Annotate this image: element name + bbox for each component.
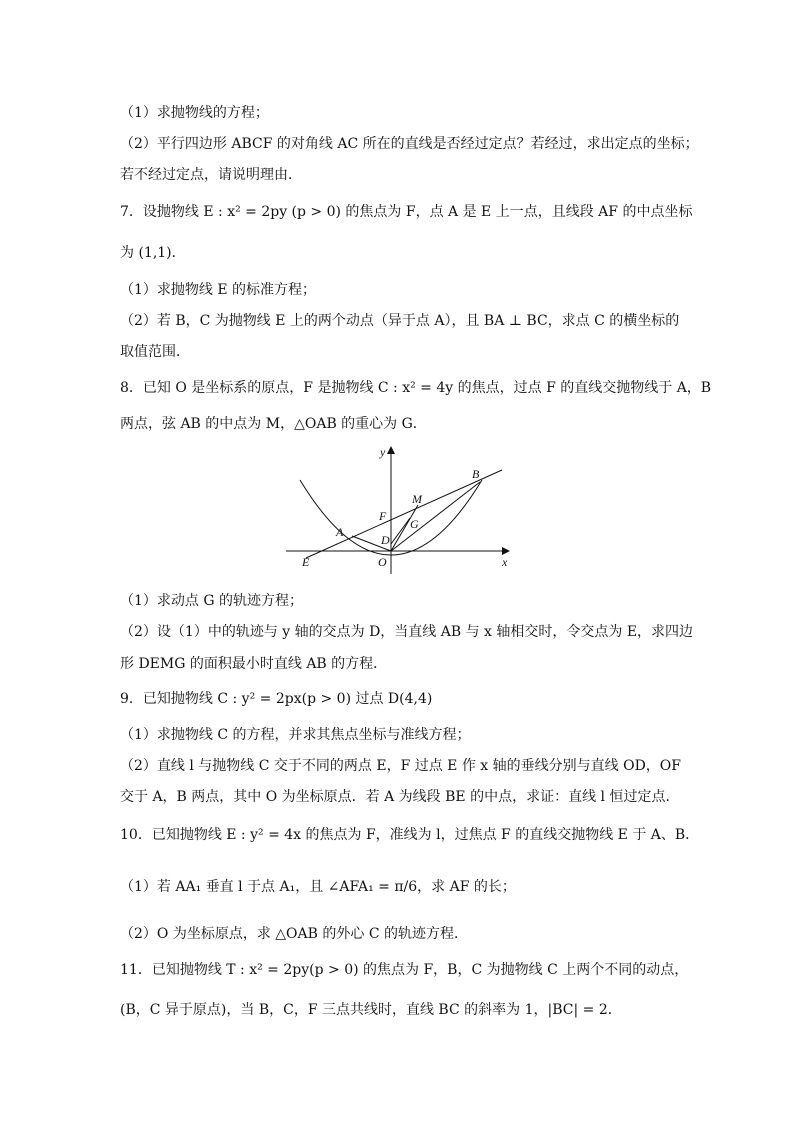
text-line: 10．已知抛物线 E : y² = 4x 的焦点为 F，准线为 l，过焦点 F 的直线交抛物线 E 于 A、B． xyxy=(120,827,700,843)
y-axis-arrow xyxy=(387,446,395,454)
text-line: （1）求动点 G 的轨迹方程； xyxy=(120,593,303,609)
segment-dg xyxy=(391,518,410,544)
text-line: （2）O 为坐标原点，求 △OAB 的外心 C 的轨迹方程． xyxy=(120,926,468,942)
text-line: 若不经过定点，请说明理由． xyxy=(120,167,302,183)
label-f: F xyxy=(379,509,387,523)
text-line: (B，C 异于原点)，当 B，C，F 三点共线时，直线 BC 的斜率为 1，|BC| = 2． xyxy=(120,1002,622,1018)
text-line: （1）求抛物线 C 的方程，并求其焦点坐标与准线方程； xyxy=(120,727,471,743)
label-y: y xyxy=(380,445,386,459)
text-line: 11．已知抛物线 T : x² = 2py(p > 0) 的焦点为 F，B，C 为抛物线 C 上两个不同的动点， xyxy=(120,962,689,978)
label-b: B xyxy=(472,467,480,481)
label-x: x xyxy=(502,555,508,569)
text-line: 两点，弦 AB 的中点为 M，△OAB 的重心为 G． xyxy=(120,416,427,432)
text-line: 交于 A，B 两点，其中 O 为坐标原点．若 A 为线段 BE 的中点，求证：直线 l 恒过定点． xyxy=(120,789,680,805)
text-line: 8．已知 O 是坐标系的原点，F 是抛物线 C : x² = 4y 的焦点，过点 F 的直线交抛物线于 A，B xyxy=(120,380,712,396)
label-e: E xyxy=(302,555,310,569)
label-d: D xyxy=(381,533,390,547)
text-line: （2）若 B，C 为抛物线 E 上的两个动点（异于点 A），且 BA ⊥ BC，求点 C 的横坐标的 xyxy=(120,313,680,329)
parabola-figure xyxy=(280,440,520,580)
text-line: （1）求抛物线 E 的标准方程； xyxy=(120,282,317,298)
segment-ob xyxy=(391,482,480,551)
text-line: （2）直线 l 与抛物线 C 交于不同的两点 E，F 过点 E 作 x 轴的垂线分别与直线 OD，OF xyxy=(120,758,681,774)
label-a: A xyxy=(336,525,344,539)
label-o: O xyxy=(378,555,387,569)
label-m: M xyxy=(412,492,422,506)
text-line: （1）求抛物线的方程； xyxy=(120,105,269,121)
text-line: （2）设（1）中的轨迹与 y 轴的交点为 D，当直线 AB 与 x 轴相交时，令交点为 E，求四边 xyxy=(120,624,694,640)
x-axis-arrow xyxy=(502,547,510,555)
text-line: 7．设抛物线 E : x² = 2py (p > 0) 的焦点为 F，点 A 是 E 上一点，且线段 AF 的中点坐标 xyxy=(120,204,693,220)
text-line: 取值范围． xyxy=(120,344,190,360)
line-eb xyxy=(306,470,502,558)
label-g: G xyxy=(410,517,419,531)
text-line: 形 DEMG 的面积最小时直线 AB 的方程． xyxy=(120,656,388,672)
text-line: （1）若 AA₁ 垂直 l 于点 A₁，且 ∠AFA₁ = π/6，求 AF 的长； xyxy=(120,879,516,895)
text-line: 9．已知抛物线 C : y² = 2px(p > 0) 过点 D(4,4) xyxy=(120,691,433,707)
text-line: （2）平行四边形 ABCF 的对角线 AC 所在的直线是否经过定点？若经过，求出定点的坐标； xyxy=(120,136,699,152)
text-line: 为 (1,1)． xyxy=(120,245,186,261)
